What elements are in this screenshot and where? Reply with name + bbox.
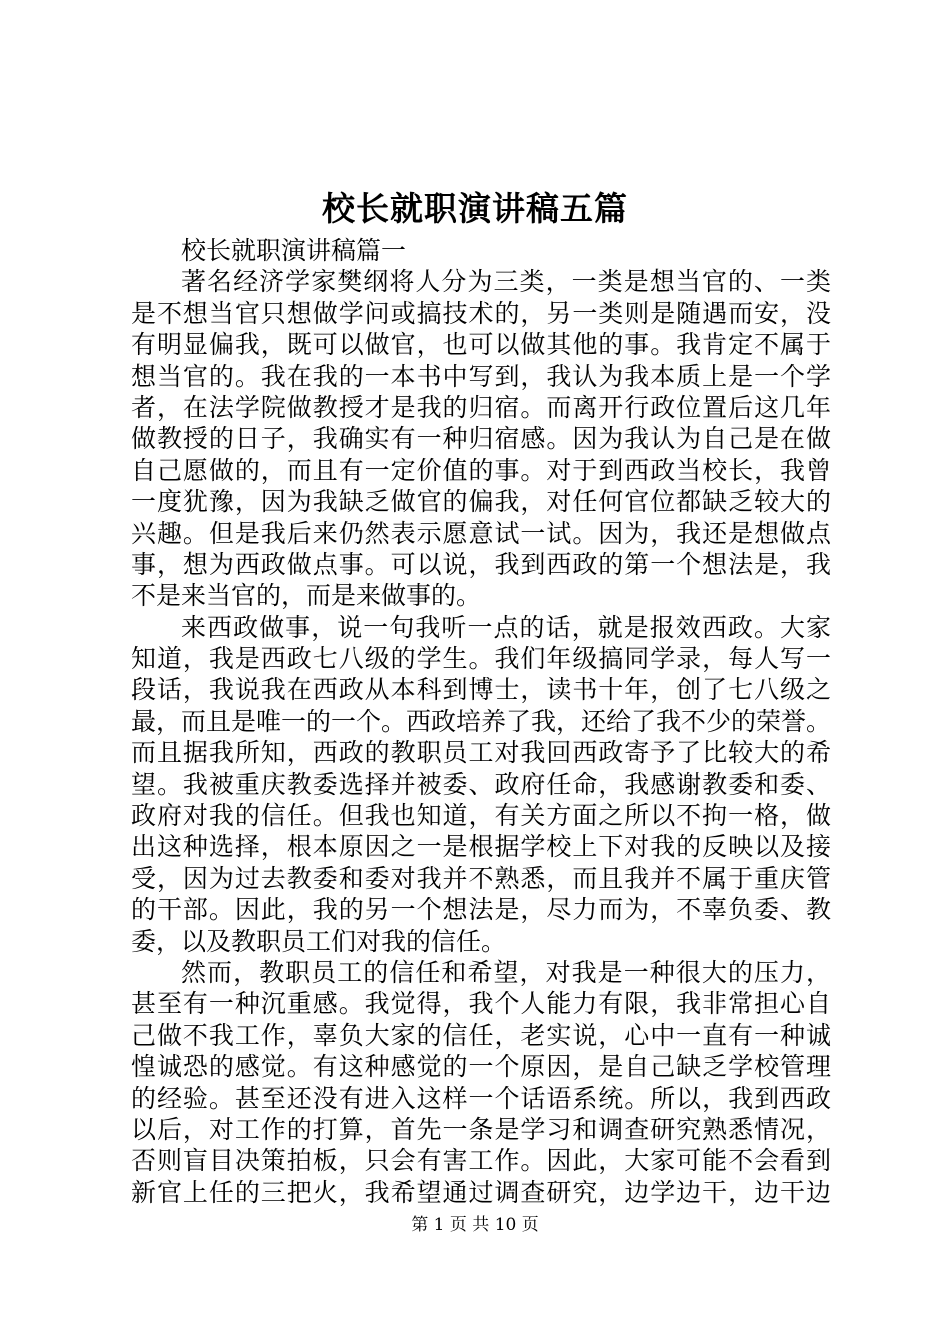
document-body: [131, 235, 831, 1208]
text-line: 甚至有一种沉重感。我觉得，我个人能力有限，我非常担心自: [131, 989, 831, 1019]
text-line: 想当官的。我在我的一本书中写到，我认为我本质上是一个学: [131, 361, 831, 391]
text-line: 知道，我是西政七八级的学生。我们年级搞同学录，每人写一: [131, 644, 831, 674]
text-line: 新官上任的三把火，我希望通过调查研究，边学边干，边干边: [131, 1177, 831, 1207]
text-line: 然而，教职员工的信任和希望，对我是一种很大的压力，: [181, 957, 831, 987]
text-line: 最，而且是唯一的一个。西政培养了我，还给了我不少的荣誉。: [131, 706, 832, 736]
text-line: 己做不我工作，辜负大家的信任，老实说，心中一直有一种诚: [131, 1020, 831, 1050]
text-line: 来西政做事，说一句我听一点的话，就是报效西政。大家: [181, 612, 831, 642]
text-line: 政府对我的信任。但我也知道，有关方面之所以不拘一格，做: [131, 801, 831, 831]
text-line: 兴趣。但是我后来仍然表示愿意试一试。因为，我还是想做点: [131, 518, 831, 548]
text-line: 以后，对工作的打算，首先一条是学习和调查研究熟悉情况，: [131, 1114, 831, 1144]
text-line: 的经验。甚至还没有进入这样一个话语系统。所以，我到西政: [131, 1083, 831, 1113]
text-line: 自己愿做的，而且有一定价值的事。对于到西政当校长，我曾: [131, 455, 831, 485]
text-line: 段话，我说我在西政从本科到博士，读书十年，创了七八级之: [131, 675, 831, 705]
text-line: 校长就职演讲稿篇一: [181, 236, 407, 265]
text-line: 而且据我所知，西政的教职员工对我回西政寄予了比较大的希: [131, 738, 831, 768]
document-title: 校长就职演讲稿五篇: [322, 189, 628, 228]
text-line: 惶诚恐的感觉。有这种感觉的一个原因，是自己缺乏学校管理: [131, 1052, 831, 1082]
text-line: 否则盲目决策拍板，只会有害工作。因此，大家可能不会看到: [131, 1146, 831, 1176]
text-line: 不是来当官的，而是来做事的。: [131, 581, 482, 611]
text-line: 出这种选择，根本原因之一是根据学校上下对我的反映以及接: [131, 832, 831, 862]
text-line: 事，想为西政做点事。可以说，我到西政的第一个想法是，我: [131, 549, 831, 579]
text-line: 委，以及教职员工们对我的信任。: [131, 926, 507, 956]
text-line: 是不想当官只想做学问或搞技术的，另一类则是随遇而安，没: [131, 298, 831, 328]
text-line: 做教授的日子，我确实有一种归宿感。因为我认为自己是在做: [131, 424, 831, 454]
text-line: 受，因为过去教委和委对我并不熟悉，而且我并不属于重庆管: [131, 863, 831, 893]
text-line: 一度犹豫，因为我缺乏做官的偏我，对任何官位都缺乏较大的: [131, 487, 831, 517]
text-line: 著名经济学家樊纲将人分为三类，一类是想当官的、一类: [181, 267, 831, 297]
text-line: 的干部。因此，我的另一个想法是，尽力而为，不辜负委、教: [131, 895, 831, 925]
text-line: 望。我被重庆教委选择并被委、政府任命，我感谢教委和委、: [131, 769, 831, 799]
text-line: 者，在法学院做教授才是我的归宿。而离开行政位置后这几年: [131, 392, 831, 422]
text-line: 有明显偏我，既可以做官，也可以做其他的事。我肯定不属于: [131, 330, 831, 360]
page-footer: 第 1 页 共 10 页: [411, 1215, 539, 1235]
